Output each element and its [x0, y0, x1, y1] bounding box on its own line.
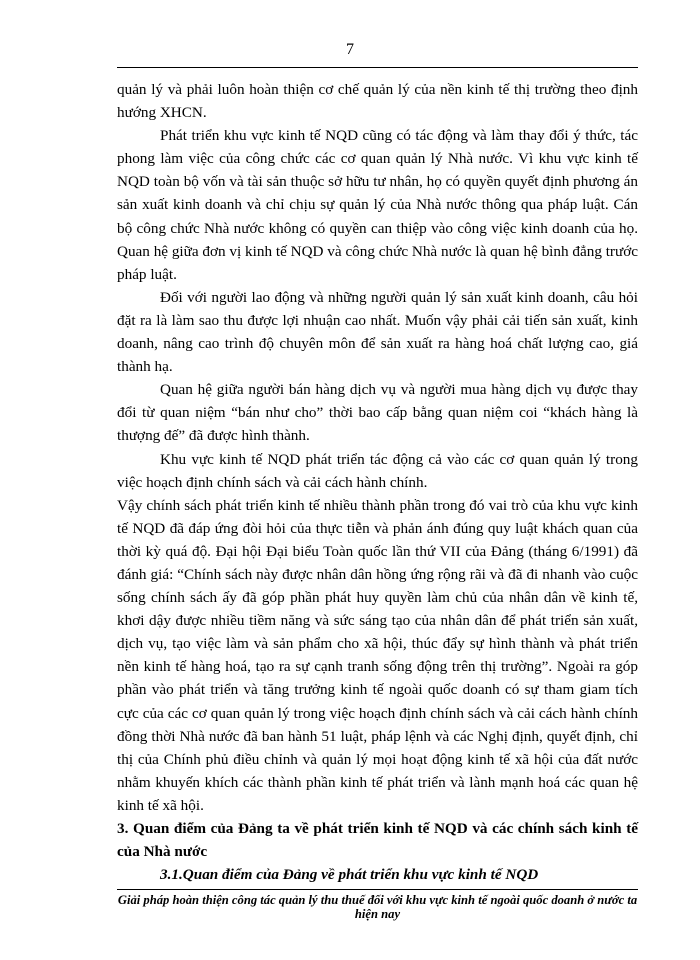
section-heading-3-1: 3.1.Quan điểm của Đảng về phát triển khu vực kinh tế NQD	[160, 866, 539, 884]
document-body	[117, 78, 638, 886]
paragraph-3: Đối với người lao động và những người quản lý sản xuất kinh doanh, câu hỏi đặt ra là làm sao thu được lợi nhuận cao nhất. Muốn vậy phải cải tiến sản xuất, kinh doanh, nâng cao trình độ chuyên môn để sản xuất ra hàng hoá chất lượng cao, giá thành hạ.	[117, 288, 638, 376]
paragraph-6: Vậy chính sách phát triển kinh tế nhiều thành phần trong đó vai trò của khu vực kinh tế NQD đã đáp ứng đòi hỏi của thực tiễn và phản ánh đúng quy luật khách quan của thời kỳ quá độ. Đại hội Đại biểu Toàn quốc lần thứ VII của Đảng (tháng 6/1991) đã đánh giá: “Chính sách này được nhân dân hồng ứng rộng rãi và đã đi nhanh vào cuộc sống chính sách ấy đã góp phần phát huy quyền làm chủ của nhân dân về kinh tế, khơi dậy được nhiều tiềm năng và sức sáng tạo của nhân dân để phát triển sản xuất, dịch vụ, tạo việc làm và sản phẩm cho xã hội, thúc đẩy sự hình thành và phát triển nền kinh tế hàng hoá, tạo ra sự cạnh tranh sống động trên thị trường”. Ngoài ra góp phần vào phát triển và tăng trưởng kinh tế ngoài quốc doanh có sự tham giam tích cực của các cơ quan quản lý trong việc hoạch định chính sách và cải cách hành chính đồng thời Nhà nước đã ban hành 51 luật, pháp lệnh và các Nghị định, quyết định, chỉ thị của Chính phủ điều chỉnh và quản lý mọi hoạt động kinh tế xã hội của đất nước nhằm khuyến khích các thành phần kinh tế phát triển và lành mạnh hoá các quan hệ kinh tế xã hội.	[117, 496, 638, 814]
paragraph-1: quản lý và phải luôn hoàn thiện cơ chế quản lý của nền kinh tế thị trường theo định hướng XHCN.	[117, 81, 638, 122]
header-rule	[117, 67, 638, 68]
section-heading-3: 3. Quan điểm của Đảng ta về phát triển kinh tế NQD và các chính sách kinh tế của Nhà nước	[117, 820, 638, 861]
paragraph-5: Khu vực kinh tế NQD phát triển tác động cả vào các cơ quan quản lý trong việc hoạch định chính sách và cải cách hành chính.	[117, 450, 638, 491]
paragraph-2: Phát triển khu vực kinh tế NQD cũng có tác động và làm thay đổi ý thức, tác phong làm việc của công chức các cơ quan quản lý Nhà nước. Vì khu vực kinh tế NQD toàn bộ vốn và tài sản thuộc sở hữu tư nhân, họ có quyền quyết định phương án sản xuất kinh doanh và chỉ chịu sự quản lý của Nhà nước thông qua pháp luật. Cán bộ công chức Nhà nước không có quyền can thiệp vào công việc kinh doanh của họ. Quan hệ giữa đơn vị kinh tế NQD và công chức Nhà nước là quan hệ bình đẳng trước pháp luật.	[117, 127, 638, 283]
footer-rule	[117, 889, 638, 890]
footer-text: Giải pháp hoàn thiện công tác quản lý thu thuế đối với khu vực kinh tế ngoài quốc doanh ở nước ta hiện nay	[117, 893, 638, 921]
page-number: 7	[346, 41, 354, 58]
paragraph-4: Quan hệ giữa người bán hàng dịch vụ và người mua hàng dịch vụ được thay đổi từ quan niệm “bán như cho” thời bao cấp bằng quan niệm coi “khách hàng là thượng đế” đã được hình thành.	[117, 381, 638, 445]
